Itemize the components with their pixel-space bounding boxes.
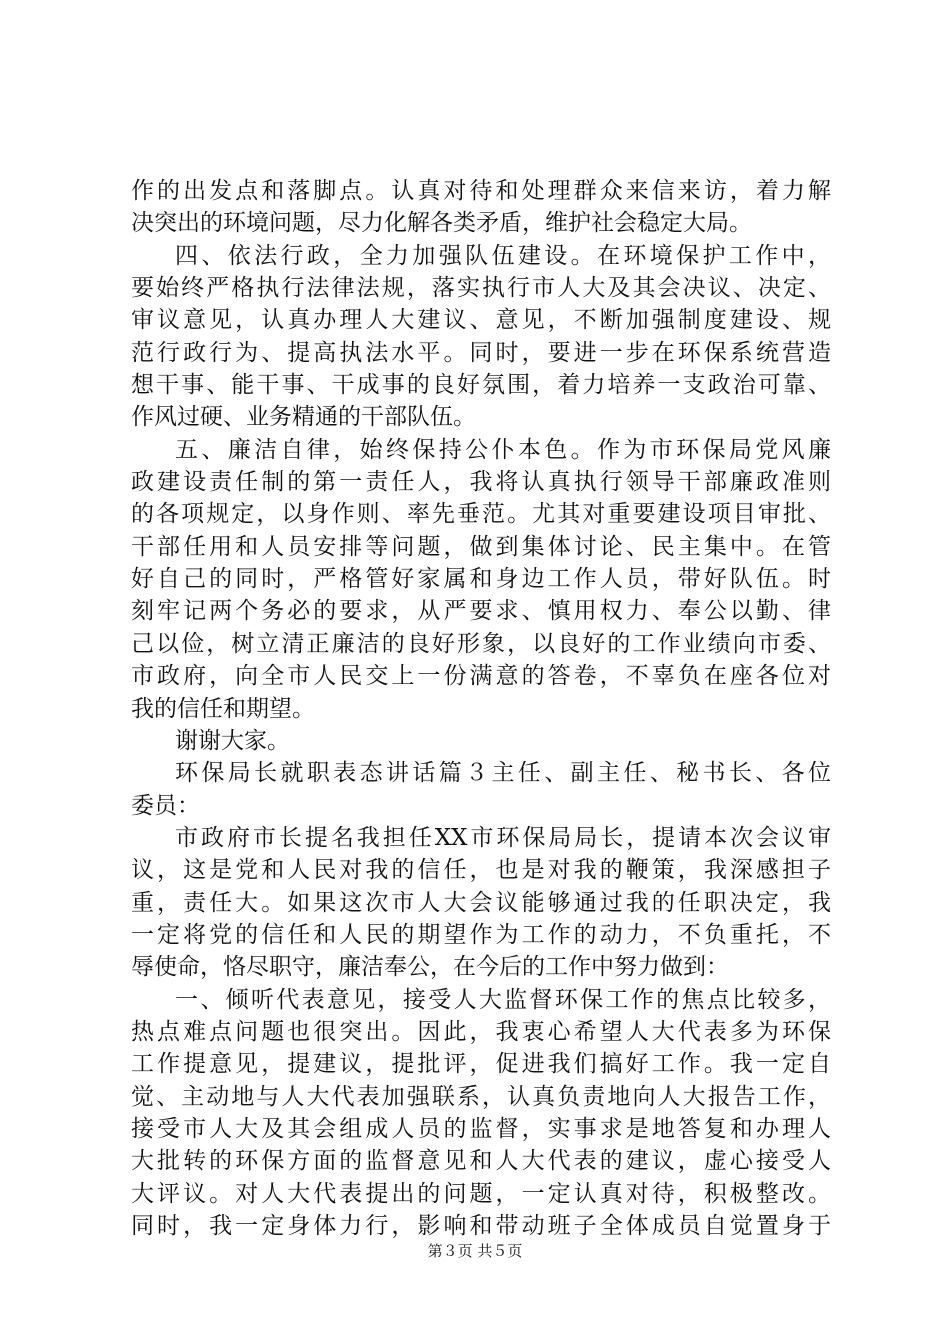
- text-line: 作风过硬、业务精通的干部队伍。: [131, 404, 476, 431]
- text-line: 五、廉洁自律，始终保持公仆本色。作为市环保局党风廉: [175, 436, 831, 463]
- text-line: 觉、主动地与人大代表加强联系，认真负责地向人大报告工作，: [131, 1083, 831, 1110]
- text-line: 己以俭，树立清正廉洁的良好形象，以良好的工作业绩向市委、: [131, 630, 831, 657]
- text-line: 审议意见，认真办理人大建议、意见，不断加强制度建设、规: [131, 307, 831, 334]
- text-line: 市政府市长提名我担任XX市环保局局长，提请本次会议审: [175, 824, 831, 851]
- document-body: [131, 175, 831, 1242]
- text-line: 接受市人大及其会组成人员的监督，实事求是地答复和办理人: [131, 1115, 831, 1142]
- text-line: 重，责任大。如果这次市人大会议能够通过我的任职决定，我: [131, 889, 831, 916]
- text-line: 议，这是党和人民对我的信任，也是对我的鞭策，我深感担子: [131, 857, 831, 884]
- text-line: 四、依法行政，全力加强队伍建设。在环境保护工作中，: [175, 242, 831, 269]
- text-line: 谢谢大家。: [175, 727, 290, 754]
- text-line: 作的出发点和落脚点。认真对待和处理群众来信来访，着力解: [131, 178, 831, 204]
- text-line: 一定将党的信任和人民的期望作为工作的动力，不负重托，不: [131, 921, 831, 948]
- text-line: 市政府，向全市人民交上一份满意的答卷，不辜负在座各位对: [131, 663, 831, 690]
- text-line: 刻牢记两个务必的要求，从严要求、慎用权力、奉公以勤、律: [131, 598, 831, 625]
- text-line: 大评议。对人大代表提出的问题，一定认真对待，积极整改。: [131, 1180, 831, 1207]
- text-line: 辱使命，恪尽职守，廉洁奉公，在今后的工作中努力做到：: [131, 954, 729, 981]
- text-line: 同时，我一定身体力行，影响和带动班子全体成员自觉置身于: [131, 1213, 831, 1239]
- text-line: 热点难点问题也很突出。因此，我衷心希望人大代表多为环保: [131, 1018, 831, 1045]
- text-line: 决突出的环境问题，尽力化解各类矛盾，维护社会稳定大局。: [131, 210, 752, 237]
- text-line: 委员：: [131, 792, 200, 819]
- text-line: 想干事、能干事、干成事的良好氛围，着力培养一支政治可靠、: [131, 372, 831, 399]
- text-line: 政建设责任制的第一责任人，我将认真执行领导干部廉政准则: [131, 469, 831, 496]
- text-line: 我的信任和期望。: [131, 695, 315, 722]
- text-line: 要始终严格执行法律法规，落实执行市人大及其会决议、决定、: [131, 275, 831, 302]
- text-line: 工作提意见，提建议，提批评，促进我们搞好工作。我一定自: [131, 1051, 831, 1078]
- text-line: 的各项规定，以身作则、率先垂范。尤其对重要建设项目审批、: [131, 501, 831, 528]
- text-line: 环保局长就职表态讲话篇３主任、副主任、秘书长、各位: [175, 760, 831, 787]
- text-line: 好自己的同时，严格管好家属和身边工作人员，带好队伍。时: [131, 566, 831, 593]
- text-line: 范行政行为、提高执法水平。同时，要进一步在环保系统营造: [131, 339, 831, 366]
- page-number-footer: 第３页 共５页: [427, 1242, 523, 1260]
- text-line: 大批转的环保方面的监督意见和人大代表的建议，虚心接受人: [131, 1148, 831, 1175]
- text-line: 一、倾听代表意见，接受人大监督环保工作的焦点比较多，: [175, 986, 831, 1013]
- text-line: 干部任用和人员安排等问题，做到集体讨论、民主集中。在管: [131, 533, 831, 560]
